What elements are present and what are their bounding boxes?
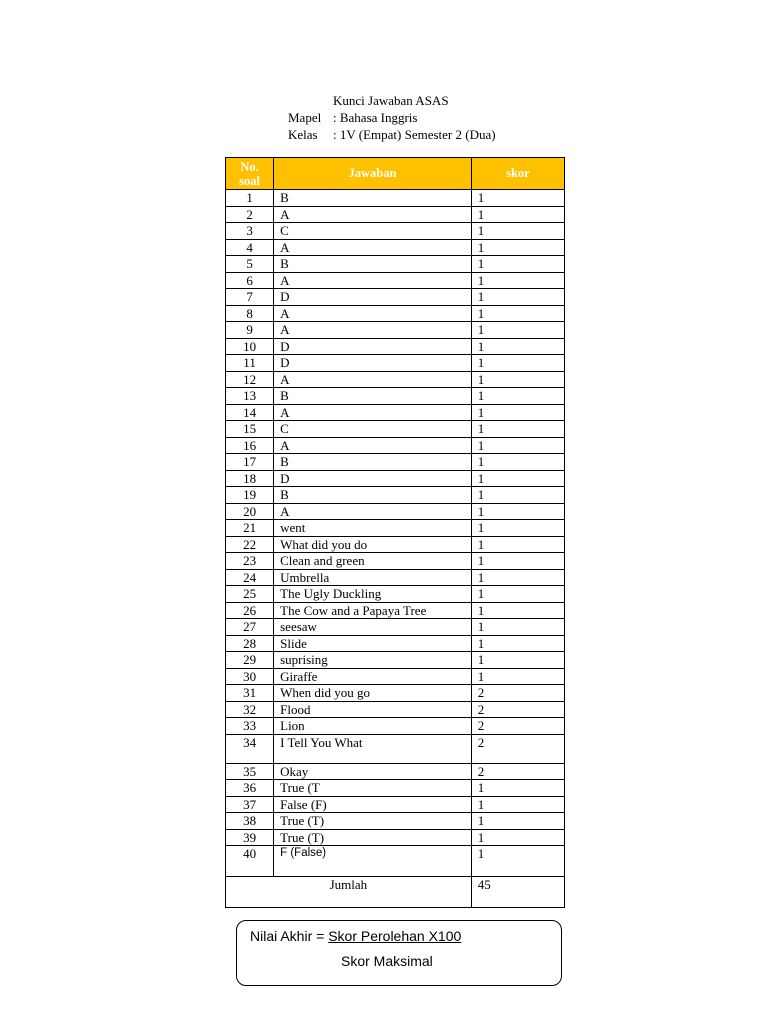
- answer-number: 39: [226, 829, 274, 846]
- answer-score: 2: [471, 763, 564, 780]
- table-row: [226, 763, 565, 780]
- table-row: [226, 289, 565, 306]
- table-row: [226, 338, 565, 355]
- table-row: [226, 586, 565, 603]
- answer-score: 1: [471, 322, 564, 339]
- answer-score: 1: [471, 619, 564, 636]
- answer-text: went: [274, 520, 472, 537]
- answer-score: 2: [471, 734, 564, 763]
- column-header-number-line1: No.: [240, 159, 259, 174]
- answer-score: 1: [471, 602, 564, 619]
- table-row: [226, 796, 565, 813]
- document-header: [288, 92, 496, 143]
- answer-score: 1: [471, 404, 564, 421]
- answer-score: 1: [471, 846, 564, 877]
- answer-key-table: [225, 157, 565, 908]
- answer-text: D: [274, 355, 472, 372]
- answer-number: 18: [226, 470, 274, 487]
- answer-number: 8: [226, 305, 274, 322]
- answer-text: False (F): [274, 796, 472, 813]
- answer-number: 4: [226, 239, 274, 256]
- answer-text: True (T): [274, 829, 472, 846]
- answer-number: 24: [226, 569, 274, 586]
- answer-text: The Ugly Duckling: [274, 586, 472, 603]
- answer-number: 30: [226, 668, 274, 685]
- answer-text: When did you go: [274, 685, 472, 702]
- answer-score: 1: [471, 813, 564, 830]
- answer-text: C: [274, 223, 472, 240]
- answer-score: 1: [471, 470, 564, 487]
- document-title: Kunci Jawaban ASAS: [333, 93, 449, 108]
- table-row: [226, 305, 565, 322]
- answer-number: 13: [226, 388, 274, 405]
- answer-text: suprising: [274, 652, 472, 669]
- answer-text: C: [274, 421, 472, 438]
- table-row: [226, 239, 565, 256]
- answer-score: 1: [471, 388, 564, 405]
- answer-score: 2: [471, 685, 564, 702]
- table-row: [226, 404, 565, 421]
- answer-score: 1: [471, 553, 564, 570]
- table-row: [226, 718, 565, 735]
- table-row: [226, 813, 565, 830]
- answer-text: B: [274, 190, 472, 207]
- answer-text: B: [274, 487, 472, 504]
- answer-text: Clean and green: [274, 553, 472, 570]
- answer-number: 12: [226, 371, 274, 388]
- table-row: [226, 602, 565, 619]
- answer-number: 17: [226, 454, 274, 471]
- table-header-row: [226, 158, 565, 190]
- answer-number: 35: [226, 763, 274, 780]
- class-label: Kelas: [288, 127, 318, 142]
- answer-score: 1: [471, 289, 564, 306]
- table-row: [226, 454, 565, 471]
- answer-number: 38: [226, 813, 274, 830]
- answer-number: 15: [226, 421, 274, 438]
- table-row: [226, 272, 565, 289]
- answer-text: F (False): [274, 846, 472, 877]
- answer-text: D: [274, 338, 472, 355]
- table-row: [226, 256, 565, 273]
- answer-text: Giraffe: [274, 668, 472, 685]
- answer-score: 1: [471, 454, 564, 471]
- answer-score: 1: [471, 520, 564, 537]
- answer-score: 1: [471, 586, 564, 603]
- answer-score: 1: [471, 239, 564, 256]
- answer-number: 14: [226, 404, 274, 421]
- answer-text: The Cow and a Papaya Tree: [274, 602, 472, 619]
- answer-score: 1: [471, 206, 564, 223]
- answer-text: Slide: [274, 635, 472, 652]
- formula-numerator-line: [250, 928, 461, 944]
- answer-score: 2: [471, 718, 564, 735]
- answer-score: 1: [471, 503, 564, 520]
- answer-text: B: [274, 388, 472, 405]
- answer-number: 32: [226, 701, 274, 718]
- answer-text: A: [274, 305, 472, 322]
- table-row: [226, 619, 565, 636]
- column-header-answer: Jawaban: [274, 158, 472, 190]
- answer-number: 20: [226, 503, 274, 520]
- table-row: [226, 470, 565, 487]
- answer-text: B: [274, 454, 472, 471]
- table-row: [226, 503, 565, 520]
- table-row: [226, 437, 565, 454]
- answer-score: 1: [471, 668, 564, 685]
- table-row: [226, 223, 565, 240]
- answer-text: seesaw: [274, 619, 472, 636]
- answer-text: A: [274, 437, 472, 454]
- table-row: [226, 388, 565, 405]
- subject-line: [288, 109, 496, 126]
- answer-text: True (T): [274, 813, 472, 830]
- answer-number: 9: [226, 322, 274, 339]
- table-row: [226, 685, 565, 702]
- table-row: [226, 536, 565, 553]
- table-row: [226, 652, 565, 669]
- table-row: [226, 322, 565, 339]
- table-row: [226, 780, 565, 797]
- answer-number: 6: [226, 272, 274, 289]
- table-row: [226, 701, 565, 718]
- answer-score: 1: [471, 338, 564, 355]
- answer-number: 27: [226, 619, 274, 636]
- answer-score: 1: [471, 652, 564, 669]
- answer-score: 1: [471, 569, 564, 586]
- table-row: [226, 635, 565, 652]
- answer-number: 34: [226, 734, 274, 763]
- column-header-score: skor: [471, 158, 564, 190]
- answer-number: 1: [226, 190, 274, 207]
- formula-prefix: Nilai Akhir =: [250, 928, 329, 944]
- column-header-number-line2: soal: [239, 173, 260, 188]
- table-row: [226, 734, 565, 763]
- answer-text: D: [274, 470, 472, 487]
- final-score-formula: [236, 920, 562, 986]
- answer-number: 2: [226, 206, 274, 223]
- class-value: : 1V (Empat) Semester 2 (Dua): [333, 127, 496, 142]
- answer-score: 1: [471, 355, 564, 372]
- answer-text: D: [274, 289, 472, 306]
- answer-number: 10: [226, 338, 274, 355]
- answer-number: 26: [226, 602, 274, 619]
- column-header-number: [226, 158, 274, 190]
- table-row: [226, 371, 565, 388]
- answer-text: A: [274, 239, 472, 256]
- table-row: [226, 355, 565, 372]
- answer-text: Lion: [274, 718, 472, 735]
- answer-score: 1: [471, 256, 564, 273]
- answer-score: 1: [471, 487, 564, 504]
- answer-text: What did you do: [274, 536, 472, 553]
- answer-text: A: [274, 404, 472, 421]
- answer-score: 1: [471, 190, 564, 207]
- total-label: Jumlah: [226, 877, 472, 908]
- answer-score: 1: [471, 421, 564, 438]
- total-row: [226, 877, 565, 908]
- answer-score: 1: [471, 536, 564, 553]
- answer-number: 29: [226, 652, 274, 669]
- answer-number: 40: [226, 846, 274, 877]
- answer-number: 16: [226, 437, 274, 454]
- table-row: [226, 421, 565, 438]
- answer-number: 22: [226, 536, 274, 553]
- answer-text: B: [274, 256, 472, 273]
- formula-denominator: Skor Maksimal: [341, 953, 433, 969]
- answer-text: A: [274, 206, 472, 223]
- table-row: [226, 553, 565, 570]
- answer-score: 1: [471, 780, 564, 797]
- answer-text: A: [274, 371, 472, 388]
- table-row: [226, 487, 565, 504]
- table-row: [226, 190, 565, 207]
- answer-text: A: [274, 322, 472, 339]
- table-row: [226, 520, 565, 537]
- total-value: 45: [471, 877, 564, 908]
- answer-number: 25: [226, 586, 274, 603]
- table-row: [226, 569, 565, 586]
- class-line: [288, 126, 496, 143]
- table-row: [226, 668, 565, 685]
- answer-score: 1: [471, 829, 564, 846]
- answer-number: 31: [226, 685, 274, 702]
- answer-score: 1: [471, 437, 564, 454]
- answer-text: Umbrella: [274, 569, 472, 586]
- answer-number: 19: [226, 487, 274, 504]
- answer-score: 1: [471, 223, 564, 240]
- answer-text: True (T: [274, 780, 472, 797]
- answer-number: 7: [226, 289, 274, 306]
- answer-number: 28: [226, 635, 274, 652]
- answer-text: Okay: [274, 763, 472, 780]
- answer-number: 5: [226, 256, 274, 273]
- answer-text: A: [274, 272, 472, 289]
- answer-text: Flood: [274, 701, 472, 718]
- formula-numerator: Skor Perolehan X100: [328, 928, 462, 944]
- answer-score: 1: [471, 305, 564, 322]
- answer-score: 1: [471, 371, 564, 388]
- answer-number: 36: [226, 780, 274, 797]
- answer-score: 1: [471, 796, 564, 813]
- answer-text: A: [274, 503, 472, 520]
- answer-score: 1: [471, 635, 564, 652]
- subject-label: Mapel: [288, 110, 322, 125]
- table-row: [226, 206, 565, 223]
- table-row: [226, 846, 565, 877]
- answer-number: 37: [226, 796, 274, 813]
- answer-text: I Tell You What: [274, 734, 472, 763]
- answer-score: 1: [471, 272, 564, 289]
- answer-number: 33: [226, 718, 274, 735]
- answer-score: 2: [471, 701, 564, 718]
- answer-number: 21: [226, 520, 274, 537]
- answer-number: 11: [226, 355, 274, 372]
- subject-value: : Bahasa Inggris: [333, 110, 418, 125]
- answer-number: 23: [226, 553, 274, 570]
- answer-number: 3: [226, 223, 274, 240]
- table-row: [226, 829, 565, 846]
